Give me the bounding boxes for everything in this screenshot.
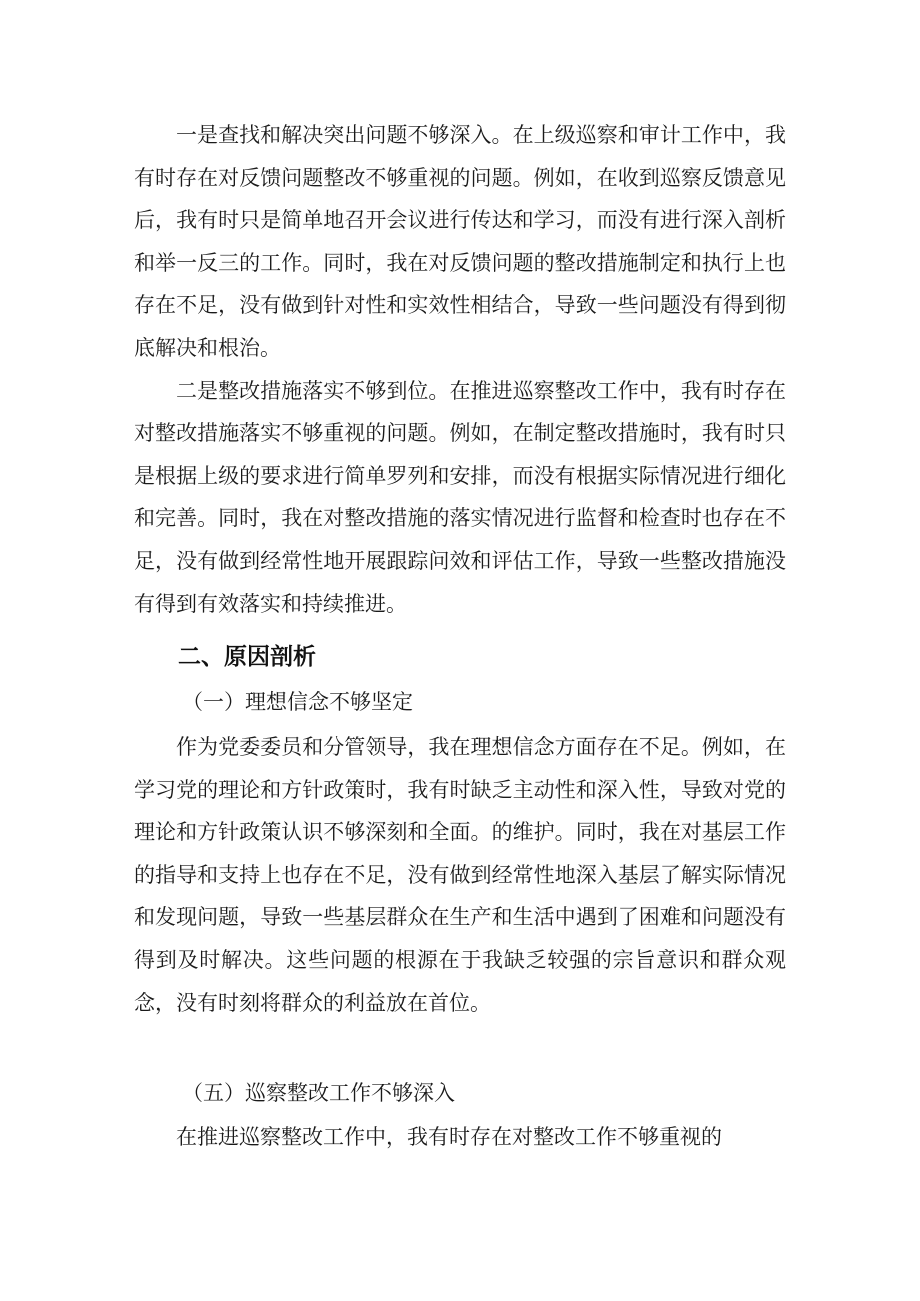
- subsection-heading-5: （五）巡察整改工作不够深入: [182, 1081, 455, 1105]
- problems-text-block: [134, 114, 786, 625]
- paragraph-ideals-beliefs: 作为党委委员和分管领导，我在理想信念方面存在不足。例如，在学习党的理论和方针政策时，我有时缺乏主动性和深入性，导致对党的理论和方针政策认识不够深刻和全面。的维护。同时，我在对基层工作的指导和支持上也存在不足，没有做到经常性地深入基层了解实际情况和发现问题，导致一些基层群众在生产和生活中遇到了困难和问题没有得到及时解决。这些问题的根源在于我缺乏较强的宗旨意识和群众观念，没有时刻将群众的利益放在首位。: [134, 735, 786, 1015]
- section-heading-cause-analysis: 二、原因剖析: [178, 644, 316, 670]
- paragraph-problem-1: 一是查找和解决突出问题不够深入。在上级巡察和审计工作中，我有时存在对反馈问题整改不够重视的问题。例如，在收到巡察反馈意见后，我有时只是简单地召开会议进行传达和学习，而没有进行深入剖析和举一反三的工作。同时，我在对反馈问题的整改措施制定和执行上也存在不足，没有做到针对性和实效性相结合，导致一些问题没有得到彻底解决和根治。: [134, 123, 786, 360]
- subsection-5-text-block: [134, 1116, 786, 1159]
- subsection-heading-1: （一）理想信念不够坚定: [182, 690, 413, 714]
- paragraph-inspection-rectification: 在推进巡察整改工作中，我有时存在对整改工作不够重视的: [176, 1125, 722, 1149]
- paragraph-problem-2: 二是整改措施落实不够到位。在推进巡察整改工作中，我有时存在对整改措施落实不够重视的问题。例如，在制定整改措施时，我有时只是根据上级的要求进行简单罗列和安排，而没有根据实际情况进行细化和完善。同时，我在对整改措施的落实情况进行监督和检查时也存在不足，没有做到经常性地开展跟踪问效和评估工作，导致一些整改措施没有得到有效落实和持续推进。: [134, 378, 786, 616]
- subsection-1-text-block: [134, 726, 786, 1024]
